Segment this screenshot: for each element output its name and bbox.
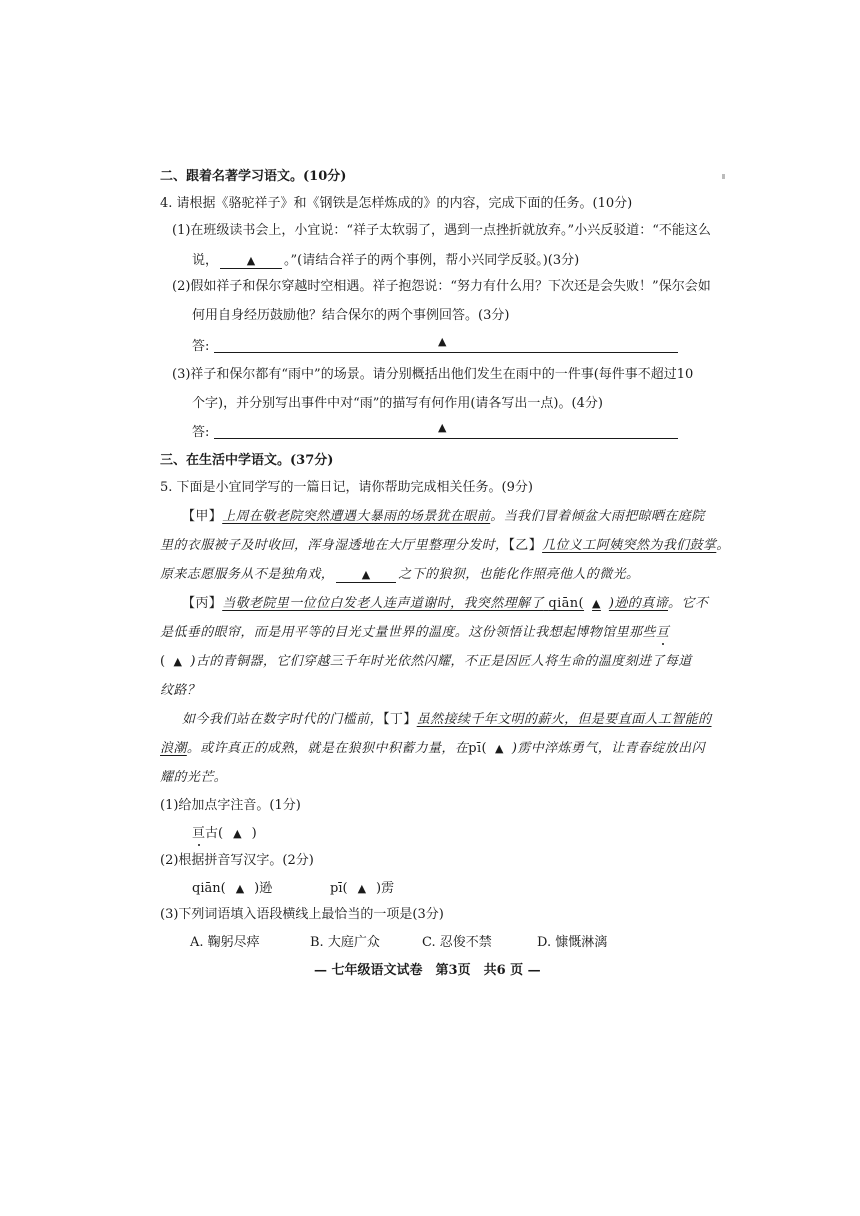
option-a[interactable]: A. 鞠躬尽瘁 [190, 935, 260, 950]
sub-question-1: (1)给加点字注音。(1分) [160, 798, 301, 813]
triangle-icon: ▲ [235, 882, 245, 895]
q4-3-answer-label: 答: [192, 425, 210, 440]
sentence-jia: 上周在敬老院突然遭遇大暴雨的场景犹在眼前 [222, 509, 491, 524]
diary-p2-line2: 是低垂的眼帘，而是用平等的目光丈量世界的温度。这份领悟让我想起博物馆里那些亘 [160, 625, 670, 640]
mark-ding: 【丁】 [383, 712, 417, 727]
q5-stem: 5. 下面是小宜同学写的一篇日记，请你帮助完成相关任务。(9分) [160, 480, 533, 495]
diary-p3-line2: 浪潮。或许真正的成熟，就是在狼狈中积蓄力量，在pī( ▲ )雳中淬炼勇气，让青春绽放出闪 [160, 741, 705, 756]
sub-question-2-a: qiān( ▲ )逊 [192, 881, 273, 896]
diary-p2-line1: 【丙】当敬老院里一位位白发老人连声道谢时，我突然理解了 qiān( ▲ )逊的真谛。它不 [182, 596, 709, 611]
mark-jia: 【甲】 [182, 509, 223, 524]
sentence-yi: 几位义工阿姨突然为我们鼓掌 [542, 538, 717, 553]
diary-p1-line3: 原来志愿服务从不是独角戏， ▲ 之下的狼狈，也能化作照亮他人的微光。 [160, 567, 640, 582]
option-d[interactable]: D. 慷慨淋漓 [537, 935, 608, 950]
diary-p2-line4: 纹路？ [160, 683, 201, 698]
diary-p2-line3: ( ▲ )古的青铜器，它们穿越三千年时光依然闪耀，不正是因匠人将生命的温度刻进了每道 [160, 654, 692, 669]
sub-question-3: (3)下列词语填入语段横线上最恰当的一项是(3分) [160, 907, 444, 922]
q4-2-answer-label: 答: [192, 339, 210, 354]
page-footer: — 七年级语文试卷 第3页 共6 页 — [314, 963, 541, 978]
sub-question-2: (2)根据拼音写汉字。(2分) [160, 853, 314, 868]
q4-2-line1: (2)假如祥子和保尔穿越时空相遇。祥子抱怨说：“努力有什么用？下次还是会失败！”保尔会如 [172, 279, 711, 294]
q4-3-line2: 个字)，并分别写出事件中对“雨”的描写有何作用(请各写出一点)。(4分) [192, 396, 603, 411]
diary-p1-line2: 里的衣服被子及时收回，浑身湿透地在大厅里整理分发时，【乙】几位义工阿姨突然为我们鼓掌。 [160, 538, 730, 553]
triangle-icon: ▲ [438, 335, 447, 348]
option-b[interactable]: B. 大庭广众 [310, 935, 380, 950]
q4-stem: 4. 请根据《骆驼祥子》和《钢铁是怎样炼成的》的内容，完成下面的任务。(10分) [160, 196, 633, 211]
answer-blank[interactable] [220, 254, 282, 269]
scan-mark [722, 174, 725, 179]
option-c[interactable]: C. 忍俊不禁 [422, 935, 492, 950]
triangle-icon: ▲ [233, 827, 242, 840]
q4-2-line2: 何用自身经历鼓励他？结合保尔的两个事例回答。(3分) [192, 308, 510, 323]
sentence-ding: 虽然接续千年文明的薪火，但是要直面人工智能的 [416, 712, 712, 727]
section2-heading: 二、跟着名著学习语文。(10分) [160, 169, 347, 184]
diary-p1-line1: 【甲】上周在敬老院突然遭遇大暴雨的场景犹在眼前。当我们冒着倾盆大雨把晾晒在庭院 [182, 509, 705, 524]
sub-question-1-answer: 亘古( ▲ ) [192, 826, 257, 841]
section3-heading: 三、在生活中学语文。(37分) [160, 453, 334, 468]
q4-3-line1: (3)祥子和保尔都有“雨中”的场景。请分别概括出他们发生在雨中的一件事(每件事不超过10 [172, 367, 694, 382]
sub-question-2-b: pī( ▲ )雳 [330, 881, 395, 896]
idiom-blank[interactable] [336, 568, 396, 583]
mark-bing: 【丙】 [182, 596, 223, 611]
dotted-char: 亘 [655, 625, 670, 640]
diary-p3-line1: 如今我们站在数字时代的门槛前，【丁】虽然接续千年文明的薪火，但是要直面人工智能的 [182, 712, 712, 727]
triangle-icon: ▲ [173, 655, 183, 668]
mark-yi: 【乙】 [508, 538, 543, 553]
triangle-icon: ▲ [592, 597, 601, 610]
sentence-bing: 当敬老院里一位位白发老人连声道谢时，我突然理解了 qiān( ▲ )逊的真谛 [222, 596, 668, 611]
diary-p3-line3: 耀的光芒。 [160, 770, 228, 785]
triangle-icon: ▲ [357, 882, 367, 895]
triangle-icon: ▲ [361, 568, 371, 581]
triangle-icon: ▲ [246, 254, 256, 267]
q4-1-line1: (1)在班级读书会上，小宜说：“祥子太软弱了，遇到一点挫折就放弃。”小兴反驳道：“不能这么 [172, 223, 711, 238]
q4-1-line2: 说， ▲ 。”(请结合祥子的两个事例，帮小兴同学反驳。)(3分) [192, 253, 580, 268]
triangle-icon: ▲ [438, 421, 447, 434]
triangle-icon: ▲ [494, 742, 504, 755]
